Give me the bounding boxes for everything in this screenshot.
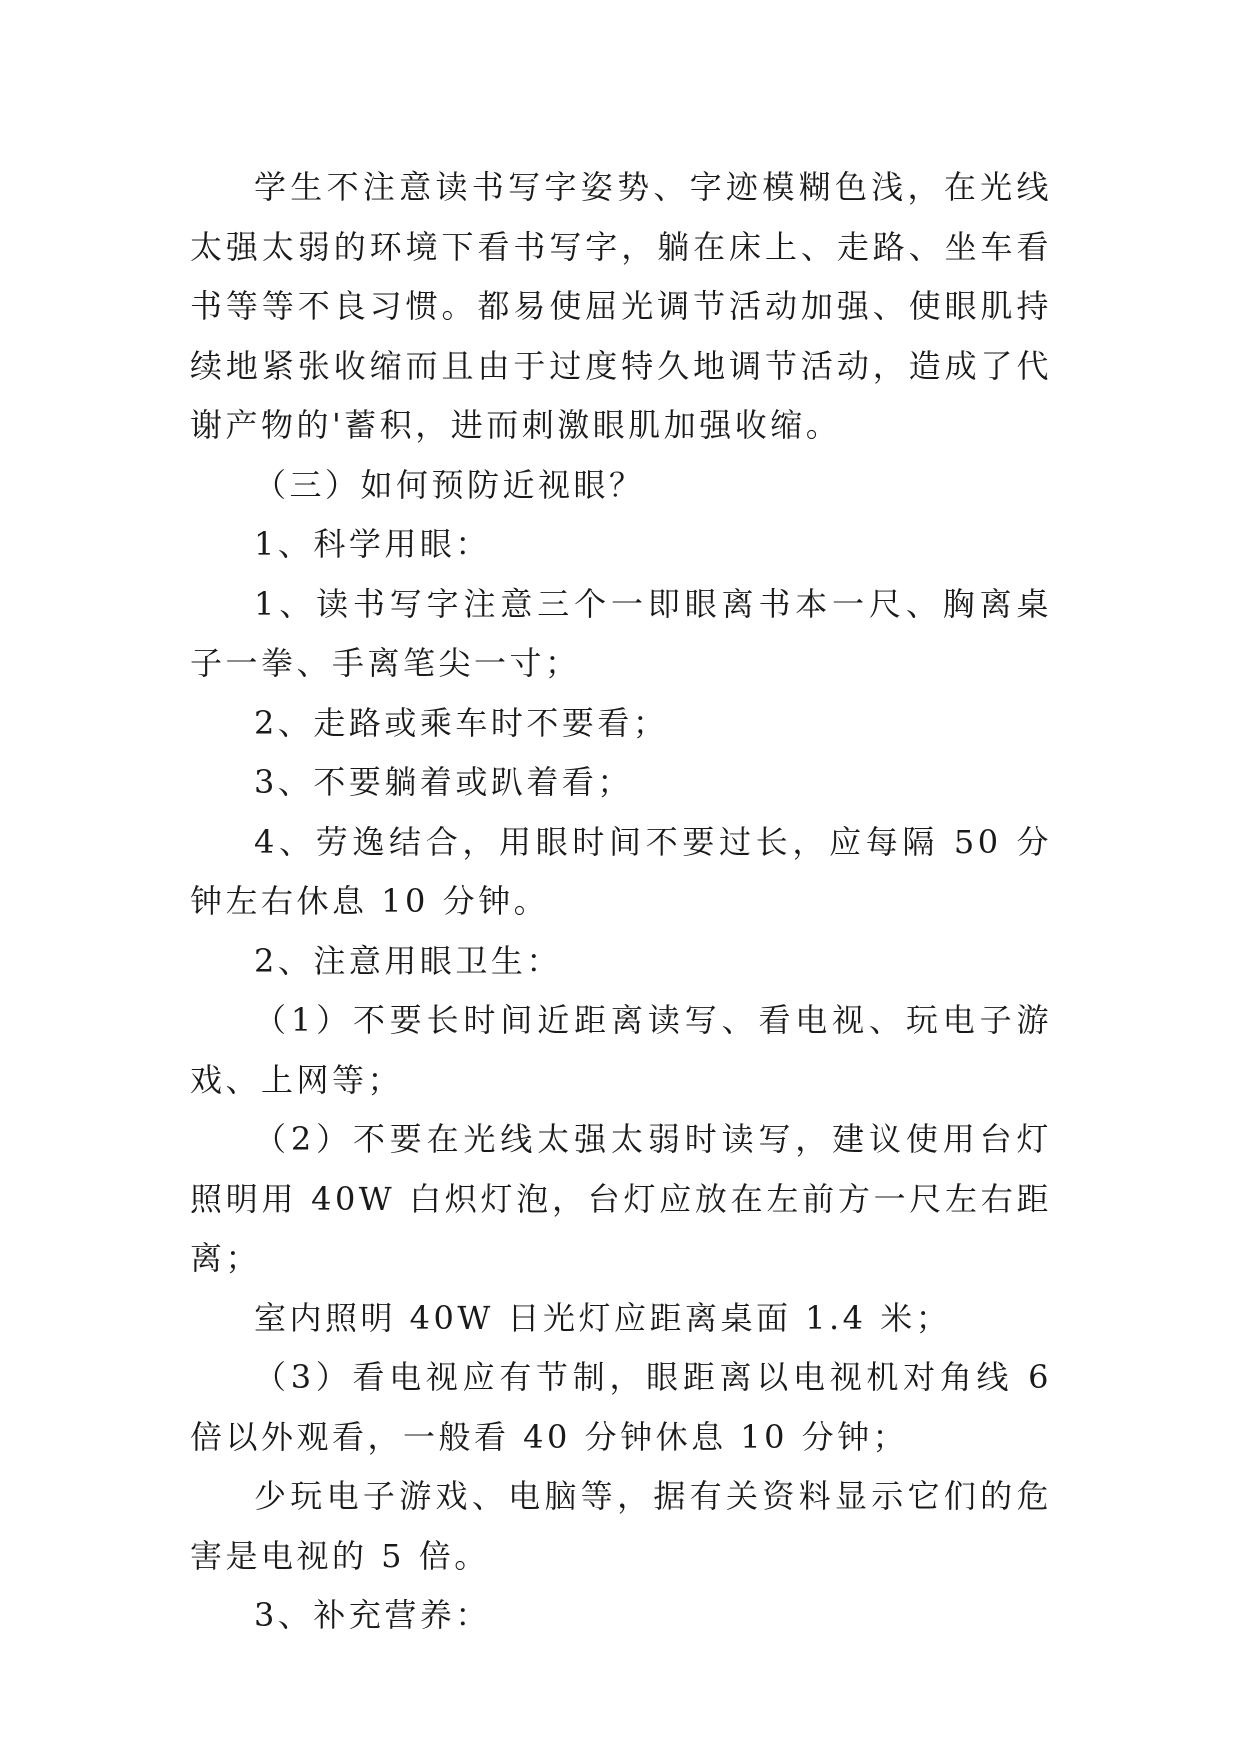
list-item-lighting: （2）不要在光线太强太弱时读写，建议使用台灯照明用 40W 白炽灯泡，台灯应放在左前方一尺左右距离； [190, 1120, 1052, 1277]
document-body [190, 158, 1052, 1646]
list-item-tv-distance: （3）看电视应有节制，眼距离以电视机对角线 6 倍以外观看，一般看 40 分钟休息 10 分钟； [190, 1358, 1052, 1456]
paragraph-games-harm: 少玩电子游戏、电脑等，据有关资料显示它们的危害是电视的 5 倍。 [190, 1477, 1052, 1575]
list-item-reading-posture: 1、读书写字注意三个一即眼离书本一尺、胸离桌子一拳、手离笔尖一寸； [190, 584, 1052, 682]
list-item-no-reading-walking: 2、走路或乘车时不要看； [254, 703, 669, 742]
list-item-no-reading-lying: 3、不要躺着或趴着看； [254, 763, 633, 801]
subheading-eye-hygiene: 2、注意用眼卫生： [254, 941, 562, 980]
list-item-rest-breaks: 4、劳逸结合，用眼时间不要过长，应每隔 50 分钟左右休息 10 分钟。 [190, 822, 1052, 920]
subheading-nutrition: 3、补充营养： [254, 1596, 491, 1634]
section-heading-prevention: （三）如何预防近视眼？ [254, 465, 645, 504]
paragraph-room-lighting: 室内照明 40W 日光灯应距离桌面 1.4 米； [254, 1298, 952, 1337]
paragraph-bad-habits: 学生不注意读书写字姿势、字迹模糊色浅，在光线太强太弱的环境下看书写字，躺在床上、走路、坐车看书等等不良习惯。都易使屈光调节活动加强、使眼肌持续地紧张收缩而且由于过度特久地调节活动，造成了代谢产物的'蓄积，进而刺激眼肌加强收缩。 [190, 168, 1052, 444]
list-item-screen-time: （1）不要长时间近距离读写、看电视、玩电子游戏、上网等； [190, 1001, 1052, 1099]
subheading-scientific-eye-use: 1、科学用眼： [254, 525, 491, 563]
